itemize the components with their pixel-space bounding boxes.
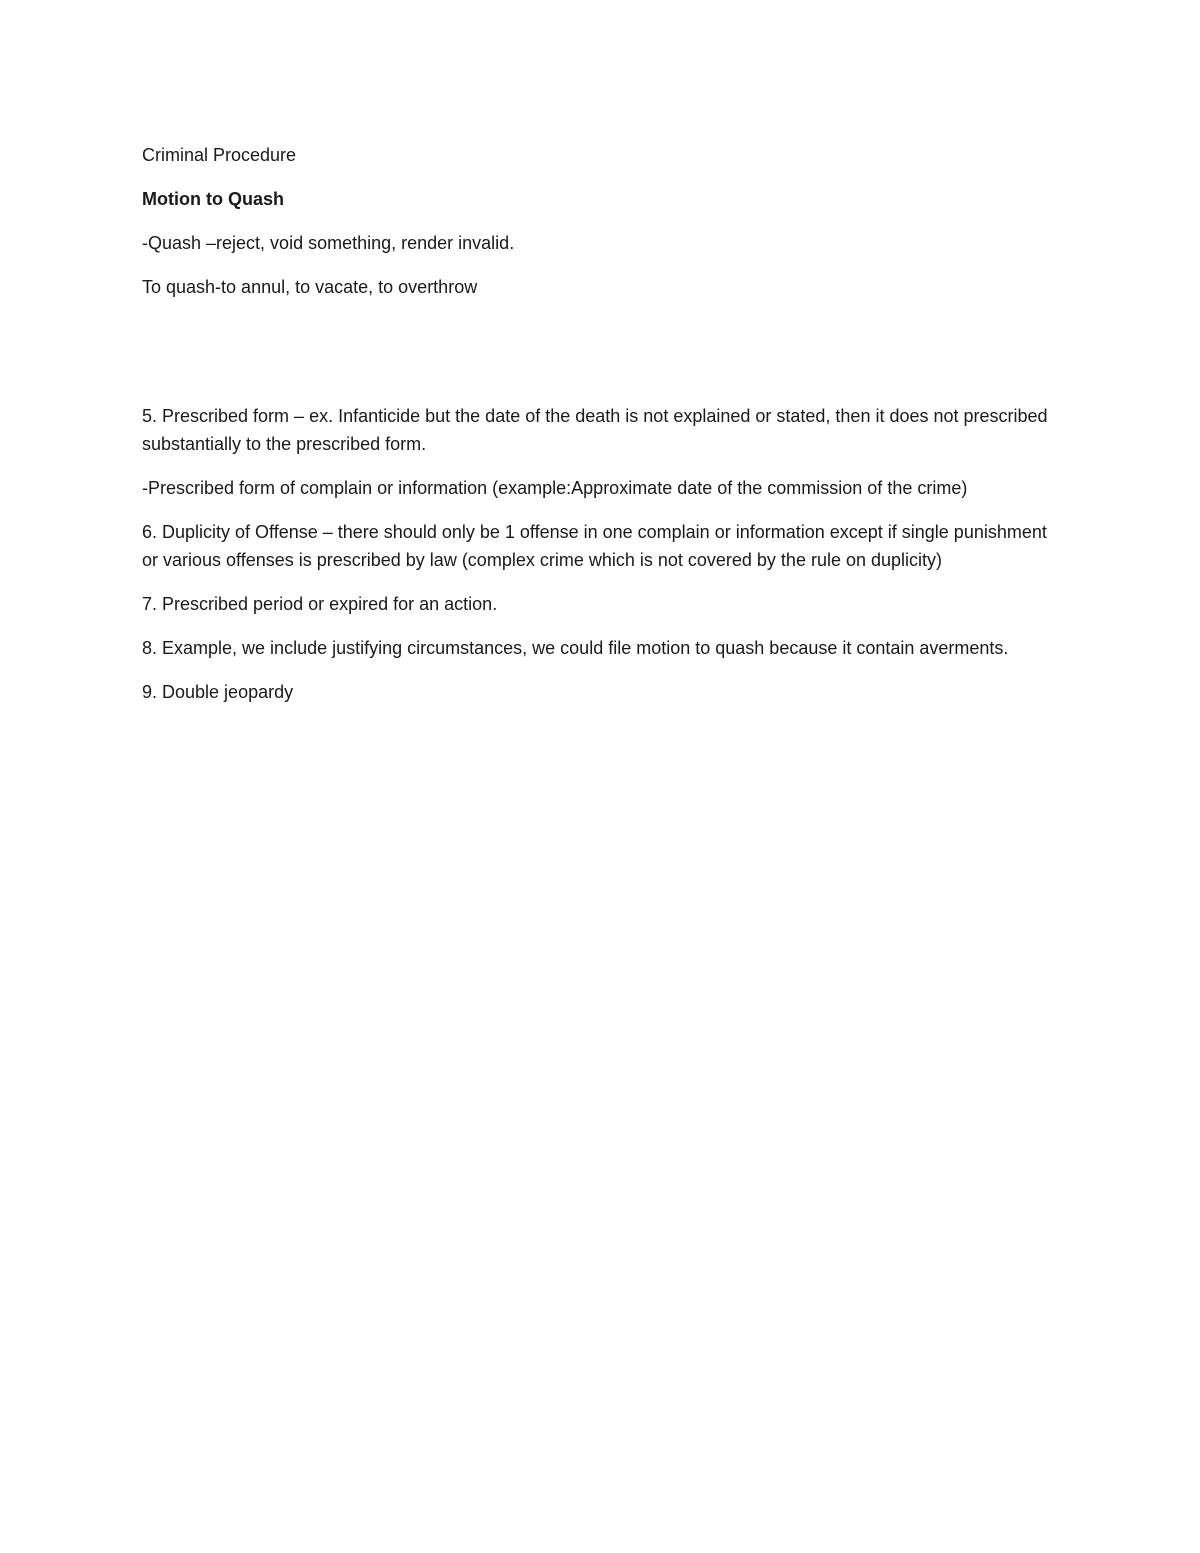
item-double-jeopardy: 9. Double jeopardy bbox=[142, 682, 294, 702]
section-heading: Motion to Quash bbox=[142, 189, 284, 209]
subject-line: Criminal Procedure bbox=[142, 145, 297, 165]
item-prescribed-form: 5. Prescribed form – ex. Infanticide but the date of the death is not explained or stated, then it does not prescribed substantially to the prescribed form. bbox=[142, 406, 1048, 454]
item-prescribed-period: 7. Prescribed period or expired for an action. bbox=[142, 594, 498, 614]
item-prescribed-form-note: -Prescribed form of complain or information (example:Approximate date of the commission of the crime) bbox=[142, 478, 968, 498]
definition-to-quash: To quash-to annul, to vacate, to overthrow bbox=[142, 277, 478, 297]
document-body bbox=[142, 141, 1052, 722]
definition-quash: -Quash –reject, void something, render invalid. bbox=[142, 233, 515, 253]
item-duplicity-of-offense: 6. Duplicity of Offense – there should only be 1 offense in one complain or information except if single punishment or various offenses is prescribed by law (complex crime which is not covered by the rule on duplicity) bbox=[142, 522, 1047, 570]
item-justifying-circumstances: 8. Example, we include justifying circumstances, we could file motion to quash because it contain averments. bbox=[142, 638, 1009, 658]
blank-space bbox=[142, 317, 1052, 402]
